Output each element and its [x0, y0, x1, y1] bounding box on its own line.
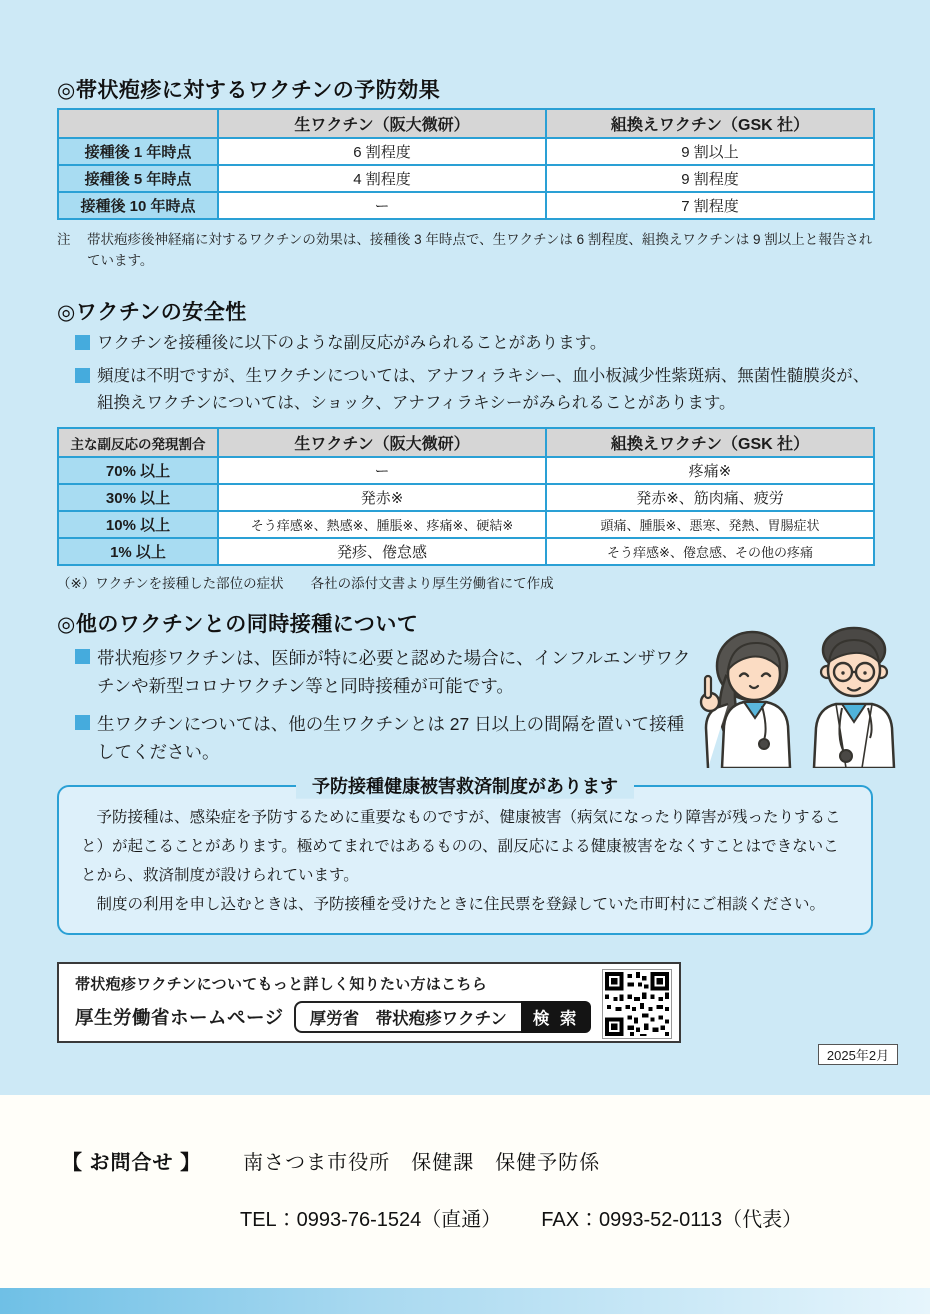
mhlw-homepage-label: 厚生労働省ホームページ: [75, 1007, 284, 1028]
table-row: [58, 484, 874, 511]
table-row: [58, 511, 874, 538]
square-bullet-icon: [75, 715, 90, 730]
contact-label: 【 お問合せ 】: [62, 1152, 202, 1174]
recombinant-value: 頭痛、腫脹※、悪寒、発熱、胃腸症状: [546, 511, 874, 538]
qr-code: [602, 969, 672, 1039]
table-row: [58, 457, 874, 484]
safety-title: ◎ワクチンの安全性: [57, 301, 247, 324]
live-value: そう痒感※、熱感※、腫脹※、疼痛※、硬結※: [218, 511, 546, 538]
recombinant-value: そう痒感※、倦怠感、その他の疼痛: [546, 538, 874, 565]
effectiveness-title: ◎帯状疱疹に対するワクチンの予防効果: [57, 79, 441, 102]
effectiveness-note: [57, 230, 873, 272]
contact-phone-line: [240, 1203, 802, 1232]
search-button[interactable]: 検 索: [521, 1001, 592, 1033]
table-row: [58, 165, 874, 192]
contact-line: [62, 1146, 600, 1175]
square-bullet-icon: [75, 368, 90, 383]
table-header-row: [58, 109, 874, 138]
mhlw-info-box: [57, 962, 681, 1043]
row-label: 10% 以上: [58, 511, 218, 538]
relief-system-box: [57, 776, 873, 935]
row-label: 接種後 1 年時点: [58, 138, 218, 165]
recombinant-vaccine-header: 組換えワクチン（GSK 社）: [546, 109, 874, 138]
contact-organization: 南さつま市役所 保健課 保健予防係: [243, 1152, 601, 1174]
table-row: [58, 538, 874, 565]
issue-date-badge: 2025年2月: [818, 1044, 898, 1065]
safety-bullet-2: 頻度は不明ですが、生ワクチンについては、アナフィラキシー、血小板減少性紫斑病、無菌性髄膜炎が、組換えワクチンについては、ショック、アナフィラキシーがみられることがあります。: [75, 363, 880, 416]
recombinant-value: 9 割以上: [546, 138, 874, 165]
row-label: 30% 以上: [58, 484, 218, 511]
note-marker: 注: [57, 232, 71, 247]
side-effects-table: [57, 427, 875, 566]
recombinant-vaccine-header: 組換えワクチン（GSK 社）: [546, 428, 874, 457]
table-row: [58, 138, 874, 165]
square-bullet-icon: [75, 335, 90, 350]
contact-tel: TEL：0993-76-1524（直通）: [240, 1209, 502, 1231]
live-value: ー: [218, 192, 546, 219]
search-query: 厚労省 帯状疱疹ワクチン: [294, 1001, 521, 1033]
relief-paragraph-2: 制度の利用を申し込むときは、予防接種を受けたときに住民票を登録していた市町村にご相談ください。: [81, 896, 826, 913]
side-effects-note: （※）ワクチンを接種した部位の症状 各社の添付文書より厚生労働省にて作成: [57, 576, 554, 591]
live-value: 発赤※: [218, 484, 546, 511]
row-label: 接種後 5 年時点: [58, 165, 218, 192]
row-label: 70% 以上: [58, 457, 218, 484]
info-box-lead: 帯状疱疹ワクチンについてもっと詳しく知りたい方はこちら: [75, 976, 488, 993]
recombinant-value: 9 割程度: [546, 165, 874, 192]
recombinant-value: 7 割程度: [546, 192, 874, 219]
live-value: 発疹、倦怠感: [218, 538, 546, 565]
row-label: 接種後 10 年時点: [58, 192, 218, 219]
recombinant-value: 発赤※、筋肉痛、疲労: [546, 484, 874, 511]
simultaneous-title: ◎他のワクチンとの同時接種について: [57, 613, 419, 636]
relief-box-title: 予防接種健康被害救済制度があります: [296, 773, 634, 799]
live-value: 6 割程度: [218, 138, 546, 165]
table-row: [58, 192, 874, 219]
frequency-header: 主な副反応の発現割合: [58, 428, 218, 457]
relief-paragraph-1: 予防接種は、感染症を予防するために重要なものですが、健康被害（病気になったり障害が残ったりすること）が起こることがあります。極めてまれではあるものの、副反応による健康被害をなくすことはできないことから、救済制度が設けられています。: [81, 809, 841, 884]
footer-gradient-strip: [0, 1288, 930, 1314]
empty-header-cell: [58, 109, 218, 138]
row-label: 1% 以上: [58, 538, 218, 565]
contact-fax: FAX：0993-52-0113（代表）: [541, 1209, 803, 1231]
search-box[interactable]: [294, 1001, 592, 1033]
live-value: 4 割程度: [218, 165, 546, 192]
doctors-illustration: [688, 616, 922, 768]
effectiveness-table: [57, 108, 875, 220]
simultaneous-bullet-1: 帯状疱疹ワクチンは、医師が特に必要と認めた場合に、インフルエンザワクチンや新型コロナワクチン等と同時接種が可能です。: [75, 644, 693, 701]
live-value: ー: [218, 457, 546, 484]
square-bullet-icon: [75, 649, 90, 664]
safety-bullet-1: ワクチンを接種後に以下のような副反応がみられることがあります。: [75, 330, 875, 357]
live-vaccine-header: 生ワクチン（阪大微研）: [218, 109, 546, 138]
recombinant-value: 疼痛※: [546, 457, 874, 484]
live-vaccine-header: 生ワクチン（阪大微研）: [218, 428, 546, 457]
note-text: 帯状疱疹後神経痛に対するワクチンの効果は、接種後 3 年時点で、生ワクチンは 6 割程度、組換えワクチンは 9 割以上と報告されています。: [87, 232, 873, 268]
simultaneous-bullet-2: 生ワクチンについては、他の生ワクチンとは 27 日以上の間隔を置いて接種してください。: [75, 710, 693, 767]
table-header-row: [58, 428, 874, 457]
